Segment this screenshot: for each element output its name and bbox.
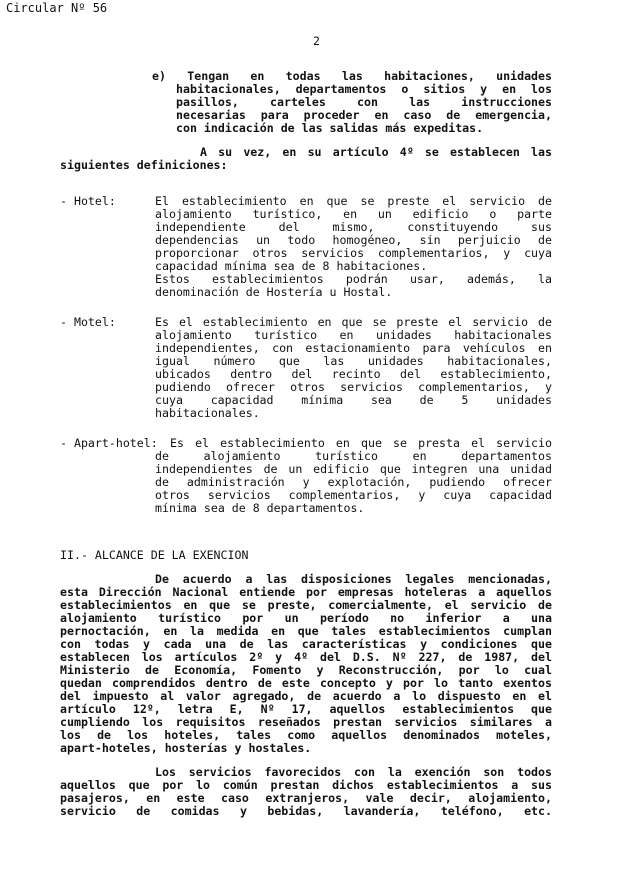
item-e-line: con indicación de las salidas más expeditas. [176,121,484,135]
para1-line: artículo 12º, letra E, Nº 17, aquellos establecimientos que [60,702,552,716]
intro-line: siguientes definiciones: [60,158,228,172]
item-e-line: e) Tengan en todas las habitaciones, unidades [152,69,552,83]
motel-line: igual número que las unidades habitacionales, [155,354,552,368]
hotel-line: alojamiento turístico, en un edificio o parte [155,207,552,221]
apart-hotel-line: Es el establecimiento en que se presta el servicio [170,436,552,450]
definition-label-hotel: - Hotel: [60,194,116,208]
para1-line: quedan comprendidos dentro de este concepto y por lo tanto exentos [60,676,552,690]
item-e-line: habitacionales, departamentos o sitios y en los [176,82,552,96]
para1-line: los de los hoteles, tales como aquellos denominados moteles, [60,728,552,742]
hotel-line: proporcionar otros servicios complementarios, y cuya [155,246,552,260]
motel-line: independientes, con estacionamiento para vehículos en [155,341,552,355]
motel-line: habitacionales. [155,406,260,420]
definition-label-apart-hotel: - Apart-hotel: [60,436,158,450]
apart-hotel-line: de administración y explotación, pudiendo ofrecer [155,475,552,489]
para1-line: establecen los artículos 2º y 4º del D.S. Nº 227, de 1987, del [60,650,552,664]
para1-line: establecimientos en que se preste, comercialmente, el servicio de [60,598,552,612]
para1-line: alojamiento turístico por un período no inferior a una [60,611,552,625]
item-e-line: pasillos, carteles con las instrucciones [176,95,552,109]
hotel-line: denominación de Hostería u Hostal. [155,285,393,299]
para1-line: con todas y cada una de las características y condiciones que [60,637,552,651]
section-heading: II.- ALCANCE DE LA EXENCION [60,548,249,562]
para2-line: servicio de comidas y bebidas, lavandería, teléfono, etc. [60,804,552,818]
motel-line: ubicados dentro del recinto del establecimiento, [155,367,552,381]
hotel-line: Estos establecimientos podrán usar, además, la [155,272,552,286]
motel-line: Es el establecimiento en que se preste el servicio de [155,315,552,329]
apart-hotel-line: mínima sea de 8 departamentos. [155,501,365,515]
apart-hotel-line: independientes de un edificio que integren una unidad [155,462,552,476]
para1-line: apart-hoteles, hosterías y hostales. [60,741,312,755]
para2-line: pasajeros, en este caso extranjeros, vale decir, alojamiento, [60,791,552,805]
circular-number: Circular Nº 56 [6,1,108,15]
para2-line: Los servicios favorecidos con la exención son todos [155,765,552,779]
apart-hotel-line: de alojamiento turístico en departamentos [155,449,552,463]
hotel-line: dependencias un todo homogéneo, sin perjuicio de [155,233,552,247]
para1-line: De acuerdo a las disposiciones legales mencionadas, [155,572,552,586]
definition-label-motel: - Motel: [60,315,116,329]
para1-line: cumpliendo los requisitos reseñados prestan servicios similares a [60,715,552,729]
apart-hotel-line: otros servicios complementarios, y cuya capacidad [155,488,552,502]
item-e-line: necesarias para proceder en caso de emergencia, [176,108,552,122]
intro-line: A su vez, en su artículo 4º se establecen las [200,145,552,159]
para1-line: Ministerio de Economía, Fomento y Reconstrucción, por lo cual [60,663,552,677]
para1-line: del impuesto al valor agregado, de acuerdo a lo dispuesto en el [60,689,552,703]
para1-line: esta Dirección Nacional entiende por empresas hoteleras a aquellos [60,585,552,599]
motel-line: cuya capacidad mínima sea de 5 unidades [155,393,552,407]
para2-line: aquellos que por lo común prestan dichos establecimientos a sus [60,778,552,792]
motel-line: pudiendo ofrecer otros servicios complementarios, y [155,380,552,394]
hotel-line: independiente del mismo, constituyendo sus [155,220,552,234]
motel-line: alojamiento turístico en unidades habitacionales [155,328,552,342]
para1-line: pernoctación, en la medida en que tales establecimientos cumplan [60,624,552,638]
page-number: 2 [313,34,320,48]
hotel-line: capacidad mínima sea de 8 habitaciones. [155,259,428,273]
hotel-line: El establecimiento en que se preste el servicio de [155,194,552,208]
